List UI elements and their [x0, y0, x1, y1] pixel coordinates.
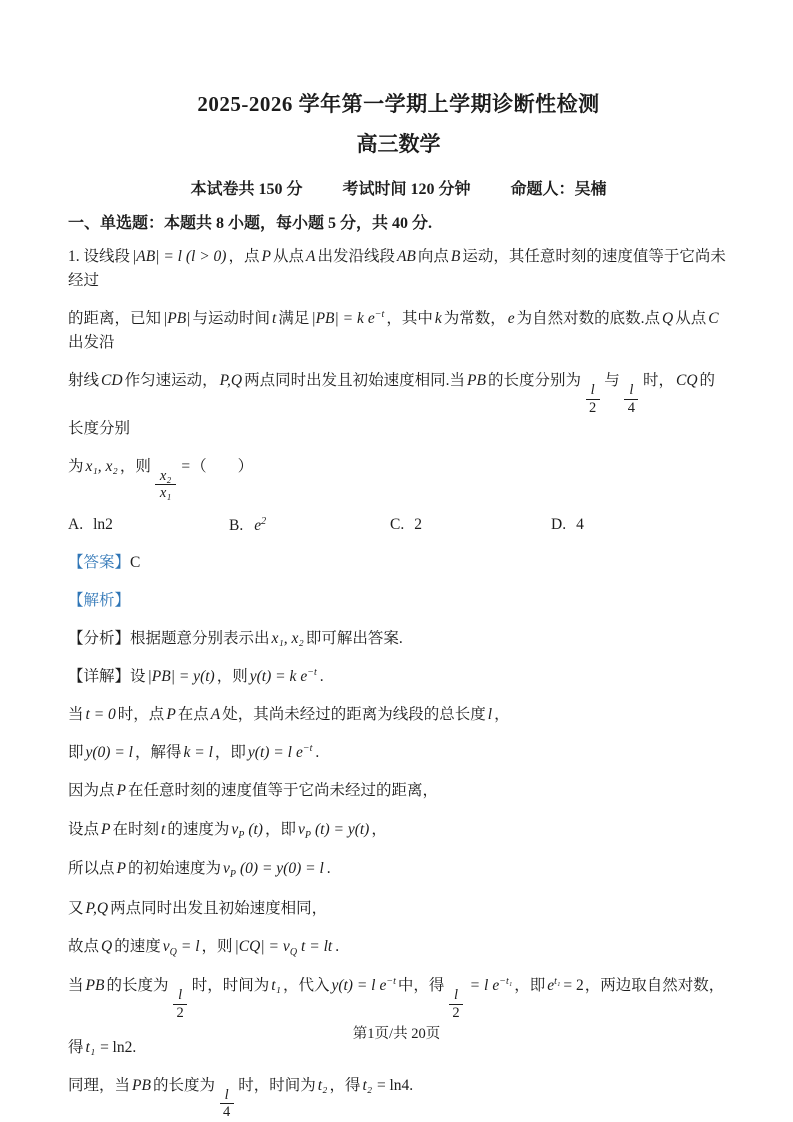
analysis-label: 【解析】: [68, 592, 131, 610]
exam-title: 2025-2026 学年第一学期上学期诊断性检测: [197, 92, 600, 116]
solution-step-7: 又 P,Q 两点同时出发且初始速度相同，: [68, 899, 328, 917]
answer-value: C: [130, 554, 141, 572]
question-line-4: 为 x₁, x₂ ，则 $\frac{\text{x₂}}{\text{x₁}}$ =（ ）: [68, 457, 254, 502]
answer-line: [68, 551, 729, 575]
option-c-value: 2: [414, 515, 422, 533]
exam-subtitle: 高三数学: [356, 132, 441, 156]
question-line-3: 射线 CD 作匀速运动， P,Q 两点同时出发且初始速度相同.当 PB 的长度分别为 $\frac{l}{2}$ 与 $\frac{l}{4}$ 时， CQ 的长度分别: [68, 372, 716, 437]
option-a-value: ln2: [93, 515, 113, 533]
option-b-value: $e^2$: [254, 515, 267, 535]
option-a: [68, 516, 229, 535]
page-footer: 第1页/共 20页: [352, 1026, 441, 1042]
option-c-label: C.: [390, 515, 405, 533]
option-a-label: A.: [68, 515, 84, 533]
analysis-heading: [68, 589, 729, 613]
info-author: 命题人：吴楠: [510, 181, 607, 198]
solution-step-6: 所以点 P 的初始速度为 $v_P$ (0) = y(0) = l .: [68, 860, 331, 881]
question-line-2: 的距离，已知 |PB| 与运动时间 t 满足 |PB| = k $e^{-t}$ ，其中 k 为常数， e 为自然对数的底数.点 Q 从点 C出发沿: [68, 309, 719, 352]
option-c: [390, 516, 551, 535]
answer-label: 【答案】: [68, 554, 131, 572]
info-duration: 考试时间 120 分钟: [342, 181, 471, 198]
solution-step-3: 即 y(0) = l ，解得 k = l ，即 y(t) = l $e^{-t}$ .: [68, 743, 320, 762]
info-total-score: 本试卷共 150 分: [190, 181, 303, 198]
option-d-value: 4: [576, 515, 584, 533]
options-row: [68, 516, 729, 535]
option-b: [229, 516, 390, 535]
solution-step-1: 【详解】设 |PB| = y(t) ，则 y(t) = k $e^{-t}$ .: [68, 667, 324, 686]
option-d: [551, 516, 585, 535]
option-b-label: B.: [229, 517, 244, 535]
solution-step-9: 当 PB 的长度为 $\frac{l}{2}$ 时，时间为 t₁ ，代入 y(t) = l $e^{-t}$ 中，得 $\frac{l}{2}$ = l $e^{-t_1}$ ，即 $e^{t_1} = 2$，两边取自然对数，: [68, 976, 725, 1022]
solution-step-8: 故点 Q 的速度 $v_Q = l$ ，则 $|CQ| = v_Q$ t = lt .: [68, 937, 340, 958]
solution-step-10: 得 t₁ = ln2.: [68, 1038, 137, 1056]
solution-step-2: 当 t = 0 时，点 P 在点 A 处，其尚未经过的距离为线段的总长度 l ，: [68, 706, 510, 724]
option-d-label: D.: [551, 515, 567, 533]
solution-step-11: 同理，当 PB 的长度为 $\frac{l}{4}$ 时，时间为 t₂ ，得 t₂ = ln4.: [68, 1076, 414, 1121]
exam-info-line: [68, 176, 729, 199]
question-line-1: 1. 设线段 |AB| = l (l > 0) ，点 P 从点 A 出发沿线段 AB 向点 B 运动，其任意时刻的速度值等于它尚未经过: [68, 248, 726, 290]
solution-analysis: 【分析】根据题意分别表示出 x₁, x₂ 即可解出答案.: [68, 630, 403, 648]
solution-step-5: 设点 P 在时刻 t 的速度为 $v_P$ (t) ，即 $v_P$ (t) = y(t) ，: [68, 820, 387, 841]
section-heading: 一、单选题：本题共 8 小题，每小题 5 分，共 40 分.: [68, 215, 433, 232]
solution-step-4: 因为点 P 在任意时刻的速度值等于它尚未经过的距离，: [68, 782, 438, 800]
